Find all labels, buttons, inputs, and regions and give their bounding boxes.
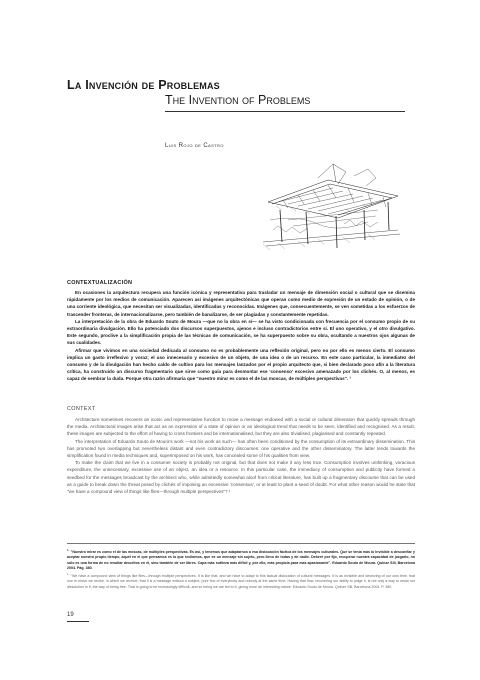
spanish-paragraph: Afirmar que vivimos en una sociedad dedicada al consumo no es probablemente una reflexión original, pero no por ello es menos cierto. El consumo implica un gasto irreflexivo y voraz; el uso innecesario y excesivo de un objeto, de una idea o de un recurso. En este caso particular, la inmediatez del consumo y de la divulgación han hecho caldo de cultivo para los mensajes lanzados por el propio arquitecto que, si bien declarado poco afín a la literatura crítica, ha construido un discurso fragmentario que sirve como guía para desmontar ese 'consenso' excesivo amenazado por los clichés. O, al menos, es capaz de sembrar la duda. Porque otra razón afirmaría que "nuestro mirar es como el de las moscas, de múltiples perspectivas". ¹ [67,347,415,382]
title-english: The Invention of Problems [165,93,311,107]
footnote-spanish-text: "Nuestro mirar es como el de las moscas, de múltiples perspectivas. Es así, y tenemos que adaptarnos a esa dislocación fáctica de los mensajes culturales. Que se tenía más lo invisible a desconfiar y aceptar nuestro propio tiempo, aquél en el que pensamos es lo que recibimos, que es un mensaje sin sujeto, pero lleno de todas y de nadie. Deberé por fijo, recuperar nuestra capacidad de juzgarlo, no sólo es una forma de no resultar descritos en él, sino también de ser libres. Capa más sutileza más difícil y, por ello, más propicia para mas apasionante". Eduardo Souto de Moura. Quinze Sill, Barcelona 2004. Pág. 380. [67,550,415,570]
architectural-sketch-illustration [258,160,403,252]
footnote-number: 1 [67,548,69,552]
page-number-rule [67,621,89,622]
english-paragraph: To make the claim that we live in a consumer society is probably not original, but that does not make it any less true. Consumption involves unthinking, voracious expenditure, the unnecessary, excessive use of an object, an idea or a resource. In this particular case, the immediacy of consumption and publicity have formed a seedbed for the messages broadcast by the architect who, while admittedly somewhat aloof from critical literature, has built up a fragmentary discourse that can be used as a guide to break down the threat posed by clichés of imposing an excessive 'consensus', or at least to plant a seed of doubt. For what other reason would he state that "we have a compound view of things like flies—through multiple perspectives"? ¹ [67,460,415,495]
section-heading-spanish: CONTEXTUALIZACIÓN [67,280,133,286]
author-name: Luis Rojo de Castro [165,143,224,149]
footnote-english-text: "We have a compound view of things like flies—through multiple perspectives. It is like that, and we have to adapt to this factual dislocation of cultural messages. It is as invisible and deceiving of our own time, that one in which we recibe, in which we receive, that it is a message without a subject, pure flux of everybody and nobody at the same time. Having that flow, recovering our ability to judge it, is not only a way to resist our dissolution in it, the way of being free. That is going to be increasingly difficult, and so being we are led to it, giving more an interesting nature. Eduardo Souto de Moura. Quinze Sill, Barcelona 2004. P. 380. [67,574,415,589]
english-paragraph: Architecture sometimes recovers an iconic and representative function to move a message endowed with a social or cultural dimension that quickly spreads through the media. Architectural images arise that act as an expression of a state of opinion or an ideological trend that needs to be seen, identified and recognised. As a result, these images are subjected to the effort of having to cross frontiers and be internationalised, but they are also trivialised, plagiarised and constantly repeated. [67,417,415,437]
footnote-rule [67,543,415,544]
title-spanish: La Invención de Problemas [67,78,220,92]
footnote-english [67,572,415,590]
section-heading-english: CONTEXT [67,406,96,412]
english-paragraph: The interpretation of Eduardo Souto de Moura's work —not his work as such— has often been conditioned by the consumption of its extraordinary dissemination. This has promoted two overlapping but nevertheless distant and even contradictory discourses: one operative and the other disseminatory. The latter tends towards the simplification found in media techniques and, superimposed on his work, has concealed some of his qualities from view. [67,438,415,459]
title-rule [165,111,405,112]
english-body-text [67,416,415,495]
footnote-number: 1 [67,572,69,576]
spanish-paragraph: La interpretación de la obra de Eduardo Souto de Moura —que no la obra en sí— se ha visto condicionada con frecuencia por el consumo propio de su extraordinaria divulgación. Ello ha potenciado dos discursos superpuestos, ajenos e incluso contradictorios entre sí. El uno operativo, y el otro divulgativo. Este segundo, proclive a la simplificación propia de las técnicas de comunicación, se ha superpuesto sobre su obra, ocultando a nuestros ojos algunas de sus cualidades. [67,318,415,346]
spanish-paragraph: En ocasiones la arquitectura recupera una función icónica y representativa para trasladar un mensaje de dimensión social o cultural que se disemina rápidamente por los medios de comunicación. Aparecen así imágenes arquitectónicas que operan como medio de expresión de un estado de opinión, o de una corriente ideológica, que necesitan ser visualizadas, identificadas y reconocidas. Imágenes que, consecuentemente, se ven sometidas a los esfuerzos de trascender fronteras, de internacionalizarse, pero también de banalizarse, de ser plagiadas y constantemente repetidas. [67,290,415,317]
footnote-spanish [67,548,415,571]
page-number: 19 [67,612,74,618]
spanish-body-text [67,289,415,383]
